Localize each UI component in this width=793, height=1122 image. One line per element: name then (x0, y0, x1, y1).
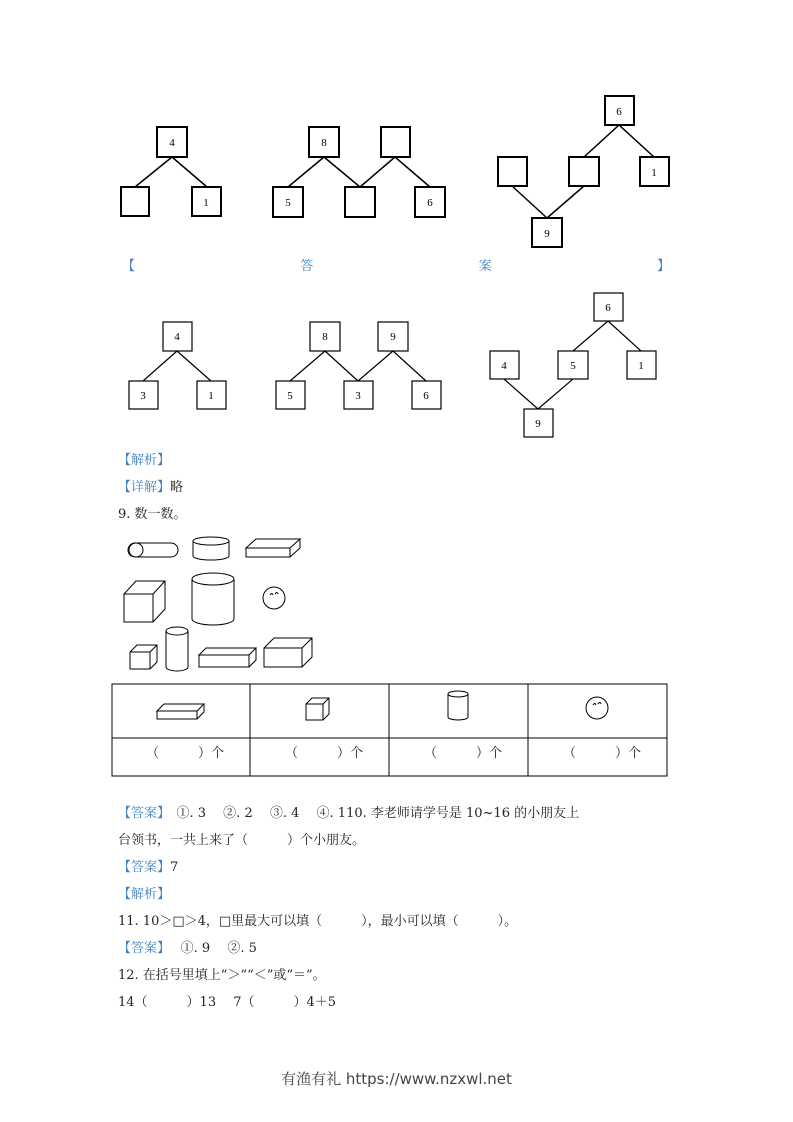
node: 6 (605, 302, 611, 314)
q11-text: 11. 10＞□＞4，□里最大可以填（ ），最小可以填（ ）。 (118, 914, 518, 929)
answer-text: ①. 3 ②. 2 ③. 4 ④. 1 (163, 806, 347, 821)
bracket-close: 】 (656, 259, 670, 274)
q10-text: 10. 李老师请学号是 10~16 的小朋友上 (346, 806, 580, 821)
node: 1 (208, 390, 214, 402)
solid-shapes (124, 537, 312, 671)
node: 6 (616, 106, 622, 118)
node: 3 (355, 390, 361, 402)
answer-text: ①. 9 ②. 5 (180, 941, 257, 956)
answer-label: 【答案】 (118, 941, 164, 956)
node: 9 (544, 228, 550, 240)
node: 5 (570, 360, 576, 372)
node: 1 (651, 167, 657, 179)
node: 9 (535, 418, 541, 430)
node: 5 (285, 197, 291, 209)
answer-label: 【答案】 (118, 806, 164, 821)
node: 4 (169, 137, 175, 149)
node: 6 (427, 197, 433, 209)
answer-char: 案 (478, 259, 492, 274)
count-cell: （ ）个 (424, 746, 503, 761)
bracket-open: 【 (122, 259, 136, 274)
q10-text-2: 台领书，一共上来了（ ）个小朋友。 (118, 833, 366, 848)
node: 9 (390, 331, 396, 343)
node: 6 (423, 390, 429, 402)
q9-title: 9. 数一数。 (118, 507, 187, 522)
detail-label: 【详解】 (118, 480, 171, 495)
node: 1 (638, 360, 644, 372)
question-tree-2 (273, 127, 445, 217)
node: 8 (322, 331, 328, 343)
question-tree-1 (121, 127, 221, 216)
node: 4 (501, 360, 507, 372)
answer-label: 【答案】 (118, 860, 171, 875)
q12-items: 14（ ）13 7（ ）4＋5 (118, 995, 337, 1010)
footer-watermark: 有渔有礼 https://www.nzxwl.net (281, 1070, 512, 1088)
answer-header (122, 259, 670, 275)
count-cell: （ ）个 (146, 746, 225, 761)
analysis-label: 【解析】 (118, 453, 171, 468)
node: 4 (174, 331, 180, 343)
answer-char: 答 (300, 259, 314, 274)
answer-tree-1 (129, 322, 226, 409)
q12-text: 12. 在括号里填上“＞”“＜”或“＝”。 (118, 968, 326, 983)
node: 3 (140, 390, 146, 402)
node: 1 (203, 197, 209, 209)
question-tree-3 (498, 96, 669, 247)
node: 8 (321, 137, 327, 149)
node: 5 (287, 390, 293, 402)
answer-tree-2 (276, 322, 441, 409)
count-cell: （ ）个 (285, 746, 364, 761)
answer-tree-3 (490, 293, 656, 437)
answer-text: 7 (170, 860, 179, 875)
analysis-label: 【解析】 (118, 887, 171, 902)
detail-text: 略 (170, 480, 184, 495)
count-cell: （ ）个 (563, 746, 642, 761)
count-table (112, 684, 667, 776)
